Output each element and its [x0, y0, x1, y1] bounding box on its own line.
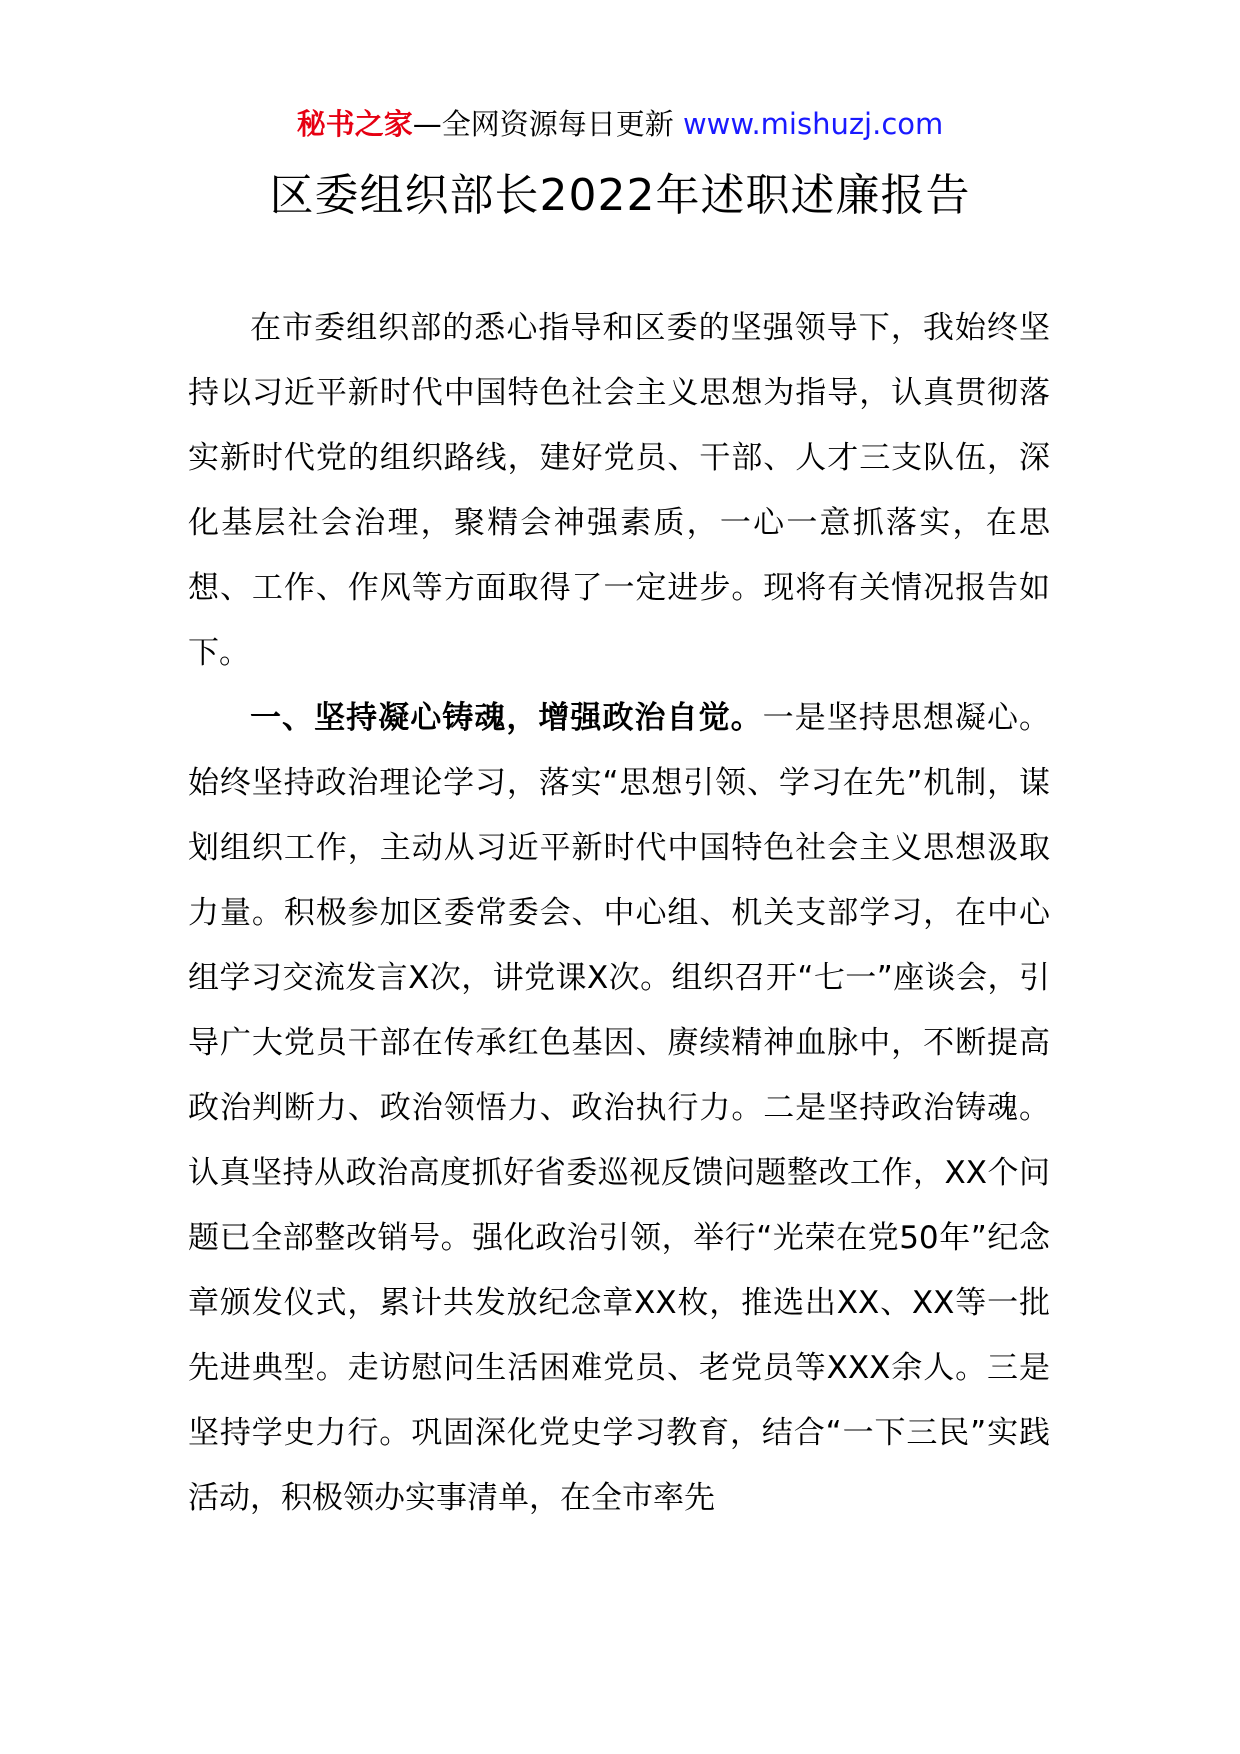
banner-url-link[interactable]: www.mishuzj.com [682, 107, 944, 141]
paragraph-text: 一是坚持思想凝心。始终坚持政治理论学习，落实“思想引领、学习在先”机制，谋划组织工作，主动从习近平新时代中国特色社会主义思想汲取力量。积极参加区委常委会、中心组、机关支部学习，在中心组学习交流发言X次，讲党课X次。组织召开“七一”座谈会，引导广大党员干部在传承红色基因、赓续精神血脉中，不断提高政治判断力、政治领悟力、政治执行力。二是坚持政治铸魂。认真坚持从政治高度抓好省委巡视反馈问题整改工作，XX个问题已全部整改销号。强化政治引领，举行“光荣在党50年”纪念章颁发仪式，累计共发放纪念章XX枚，推选出XX、XX等一批先进典型。走访慰问生活困难党员、老党员等XXX余人。三是坚持学史力行。巩固深化党史学习教育，结合“一下三民”实践活动，积极领办实事清单，在全市率先 [188, 700, 1051, 1516]
document-title: 区委组织部长2022年述职述廉报告 [269, 170, 971, 221]
paragraph-lead: 一、坚持凝心铸魂，增强政治自觉。 [250, 700, 763, 736]
document-body [188, 296, 1050, 1531]
site-banner [0, 104, 1240, 144]
paragraph-text: 在市委组织部的悉心指导和区委的坚强领导下，我始终坚持以习近平新时代中国特色社会主义思想为指导，认真贯彻落实新时代党的组织路线，建好党员、干部、人才三支队伍，深化基层社会治理，聚精会神强素质，一心一意抓落实，在思想、工作、作风等方面取得了一定进步。现将有关情况报告如下。 [188, 310, 1050, 671]
paragraph [188, 686, 1050, 1531]
paragraph [188, 296, 1050, 686]
banner-brand: 秘书之家 [296, 107, 413, 141]
banner-slogan: —全网资源每日更新 [412, 107, 674, 141]
